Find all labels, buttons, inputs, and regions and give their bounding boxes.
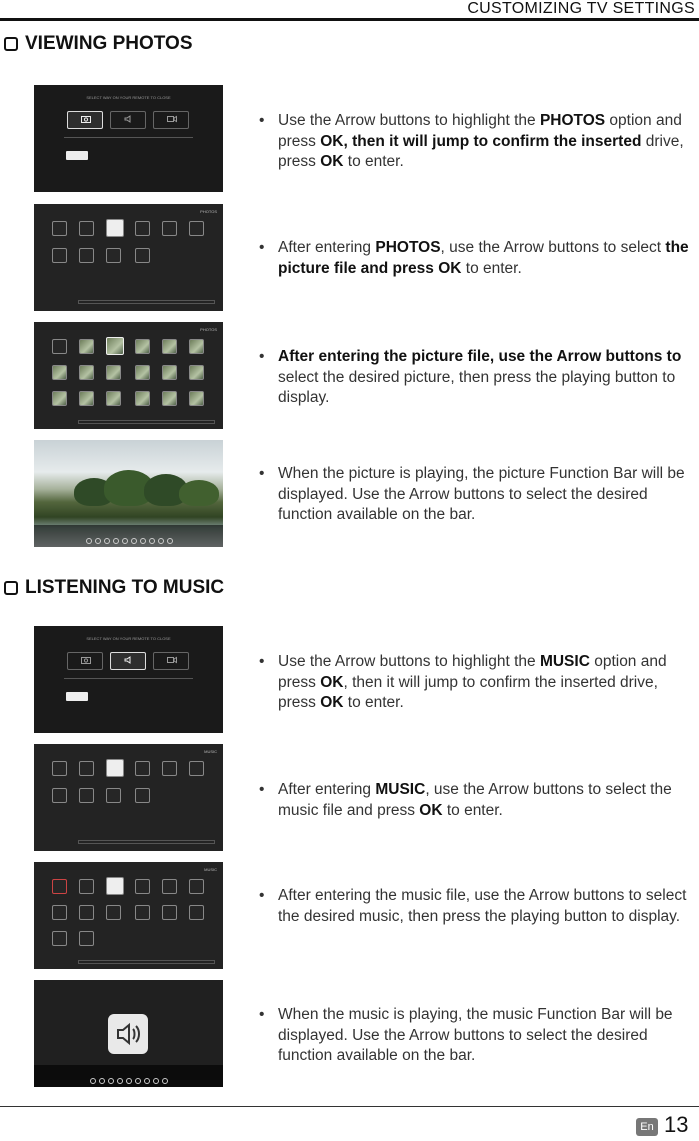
- folder-icon: [135, 248, 150, 263]
- text-run: After entering: [278, 781, 376, 798]
- video-option: [153, 111, 189, 129]
- music-folder-icon: [135, 761, 150, 776]
- status-bar: [78, 420, 215, 424]
- screen-label: PHOTOS: [200, 209, 217, 214]
- music-folder-icon: [106, 788, 121, 803]
- bullet-text: [278, 886, 694, 927]
- function-button-icon: [113, 538, 119, 544]
- music-file-icon: [106, 905, 121, 920]
- bold-text-run: OK: [320, 153, 344, 170]
- text-run: to enter.: [442, 801, 503, 819]
- function-button-icon: [117, 1078, 123, 1084]
- screen-label: MUSIC: [204, 749, 217, 754]
- music-file-icon: [52, 931, 67, 946]
- music-option: [110, 111, 146, 129]
- thumbnail: [135, 339, 150, 354]
- thumbnail: [189, 365, 204, 380]
- folder-icon: [52, 248, 67, 263]
- screenshot-music-folders: [34, 744, 223, 851]
- text-run: After entering: [278, 239, 376, 256]
- bold-text-run: PHOTOS: [539, 112, 606, 129]
- usb-drive-icon: [66, 151, 88, 160]
- bullet-text: [278, 111, 694, 173]
- text-run: , use the Arrow buttons to select the music file and press: [278, 781, 672, 819]
- bullet-music-2: [259, 780, 694, 821]
- function-button-icon: [86, 538, 92, 544]
- status-bar: [78, 960, 215, 964]
- text-run: Use the Arrow buttons to highlight the: [278, 112, 540, 129]
- speaker-icon: [108, 1014, 148, 1054]
- section-heading-music: [4, 577, 224, 599]
- function-button-icon: [144, 1078, 150, 1084]
- function-button-icon: [126, 1078, 132, 1084]
- header-rule: [0, 18, 699, 21]
- bullet-text: [278, 1005, 694, 1067]
- function-button-icon: [140, 538, 146, 544]
- folder-icon: [79, 221, 94, 236]
- text-run: option and press: [278, 653, 667, 691]
- text-run: Use the Arrow buttons to highlight the: [278, 653, 540, 670]
- text-run: to enter.: [461, 259, 522, 277]
- thumbnail: [106, 365, 121, 380]
- bullet-photos-1: [259, 111, 694, 173]
- music-file-icon: [79, 905, 94, 920]
- folder-icon: [162, 221, 177, 236]
- screenshot-music-playing: [34, 980, 223, 1087]
- back-icon: [52, 339, 67, 354]
- thumbnail: [52, 391, 67, 406]
- function-button-icon: [131, 538, 137, 544]
- function-button-icon: [95, 538, 101, 544]
- bullet-music-1: [259, 652, 694, 714]
- folder-icon: [106, 248, 121, 263]
- music-file-icon: [162, 879, 177, 894]
- bullet-dot: •: [259, 112, 265, 129]
- bullet-dot: •: [259, 887, 265, 904]
- bold-text-run: OK, then it will jump to confirm the inserted: [320, 132, 642, 150]
- page-number: 13: [664, 1112, 689, 1137]
- text-run: When the picture is playing, the picture Function Bar will be displayed. Use the Arrow buttons to select the desired function available on the bar.: [278, 465, 685, 523]
- bullet-music-3: [259, 886, 694, 927]
- back-icon: [52, 879, 67, 894]
- text-run: , use the Arrow buttons to select: [440, 239, 666, 256]
- thumbnail: [106, 337, 124, 355]
- music-file-icon: [79, 879, 94, 894]
- section-title: VIEWING PHOTOS: [25, 33, 193, 54]
- thumbnail: [106, 391, 121, 406]
- screen-label: MUSIC: [204, 867, 217, 872]
- bullet-photos-4: [259, 464, 694, 526]
- music-folder-icon: [79, 788, 94, 803]
- thumbnail: [135, 365, 150, 380]
- folder-icon: [189, 221, 204, 236]
- music-file-icon: [135, 879, 150, 894]
- thumbnail: [79, 391, 94, 406]
- screen-hint: SELECT WAY ON YOUR REMOTE TO CLOSE: [86, 95, 171, 100]
- usb-drive-icon: [66, 692, 88, 701]
- text-run: select the desired picture, then press the playing button to display.: [278, 368, 676, 406]
- section-heading-photos: [4, 33, 193, 55]
- function-button-icon: [162, 1078, 168, 1084]
- bullet-text: [278, 464, 694, 526]
- bold-text-run: OK: [320, 694, 344, 711]
- function-button-icon: [167, 538, 173, 544]
- text-run: to enter.: [343, 694, 404, 711]
- bold-text-run: OK: [320, 673, 344, 691]
- function-button-icon: [135, 1078, 141, 1084]
- section-checkbox-icon: [4, 581, 18, 595]
- function-button-icon: [158, 538, 164, 544]
- music-folder-icon: [79, 761, 94, 776]
- music-folder-icon: [189, 761, 204, 776]
- photos-option: [67, 652, 103, 670]
- music-folder-icon: [135, 788, 150, 803]
- screenshot-photos-files: [34, 322, 223, 429]
- bold-text-run: OK: [419, 801, 443, 819]
- music-folder-icon: [162, 761, 177, 776]
- tree: [179, 480, 219, 506]
- status-bar: [78, 300, 215, 304]
- screenshot-photos-source: [34, 85, 223, 192]
- thumbnail: [162, 365, 177, 380]
- divider: [64, 678, 193, 679]
- thumbnail: [79, 339, 94, 354]
- bullet-dot: •: [259, 1006, 265, 1023]
- text-run: to enter.: [343, 153, 404, 170]
- thumbnail: [52, 365, 67, 380]
- bold-text-run: MUSIC: [375, 781, 426, 798]
- music-folder-icon: [106, 759, 124, 777]
- thumbnail: [79, 365, 94, 380]
- screenshot-photo-playing: [34, 440, 223, 547]
- thumbnail: [135, 391, 150, 406]
- screenshot-music-files: [34, 862, 223, 969]
- divider: [64, 137, 193, 138]
- function-button-icon: [99, 1078, 105, 1084]
- bold-text-run: MUSIC: [539, 653, 590, 670]
- music-option: [110, 652, 146, 670]
- music-file-icon: [79, 931, 94, 946]
- function-button-icon: [149, 538, 155, 544]
- function-button-icon: [90, 1078, 96, 1084]
- bullet-text: [278, 652, 694, 714]
- music-file-icon: [189, 879, 204, 894]
- screenshot-photos-folders: [34, 204, 223, 311]
- function-button-icon: [104, 538, 110, 544]
- section-title: LISTENING TO MUSIC: [25, 577, 225, 598]
- page-header-title: CUSTOMIZING TV SETTINGS: [467, 0, 695, 17]
- bullet-dot: •: [259, 348, 265, 365]
- screen-label: PHOTOS: [200, 327, 217, 332]
- bullet-text: [278, 347, 694, 409]
- bullet-photos-2: [259, 238, 694, 279]
- back-icon: [52, 761, 67, 776]
- bold-text-run: PHOTOS: [375, 239, 441, 256]
- text-run: When the music is playing, the music Function Bar will be displayed. Use the Arrow buttons to select the desired function available on the bar.: [278, 1006, 673, 1064]
- folder-icon: [106, 219, 124, 237]
- footer-rule: [0, 1106, 699, 1107]
- text-run: option and press: [278, 112, 682, 150]
- thumbnail: [189, 339, 204, 354]
- music-file-icon: [189, 905, 204, 920]
- folder-icon: [79, 248, 94, 263]
- back-icon: [52, 221, 67, 236]
- screenshot-music-source: [34, 626, 223, 733]
- section-checkbox-icon: [4, 37, 18, 51]
- thumbnail: [162, 391, 177, 406]
- music-file-icon: [135, 905, 150, 920]
- function-button-icon: [122, 538, 128, 544]
- language-badge: En: [636, 1118, 658, 1136]
- screen-hint: SELECT WAY ON YOUR REMOTE TO CLOSE: [86, 636, 171, 641]
- thumbnail: [162, 339, 177, 354]
- music-file-icon: [106, 877, 124, 895]
- bullet-dot: •: [259, 781, 265, 798]
- function-bar: [34, 525, 223, 547]
- bullet-dot: •: [259, 465, 265, 482]
- text-run: , then it will jump to confirm the inserted drive, press: [278, 673, 658, 711]
- bold-text-run: After entering the picture file, use the Arrow buttons to: [278, 348, 682, 365]
- function-button-icon: [108, 1078, 114, 1084]
- bullet-dot: •: [259, 653, 265, 670]
- bullet-text: [278, 238, 694, 279]
- status-bar: [78, 840, 215, 844]
- bullet-photos-3: [259, 347, 694, 409]
- music-folder-icon: [52, 788, 67, 803]
- thumbnail: [189, 391, 204, 406]
- folder-icon: [135, 221, 150, 236]
- bold-text-run: the picture file and press OK: [278, 239, 689, 277]
- music-file-icon: [52, 905, 67, 920]
- video-option: [153, 652, 189, 670]
- music-file-icon: [162, 905, 177, 920]
- bullet-text: [278, 780, 694, 821]
- bullet-dot: •: [259, 239, 265, 256]
- bullet-music-4: [259, 1005, 694, 1067]
- text-run: After entering the music file, use the Arrow buttons to select the desired music, then press the playing button to display.: [278, 887, 687, 925]
- function-button-icon: [153, 1078, 159, 1084]
- photos-option: [67, 111, 103, 129]
- text-run: drive, press: [278, 132, 684, 170]
